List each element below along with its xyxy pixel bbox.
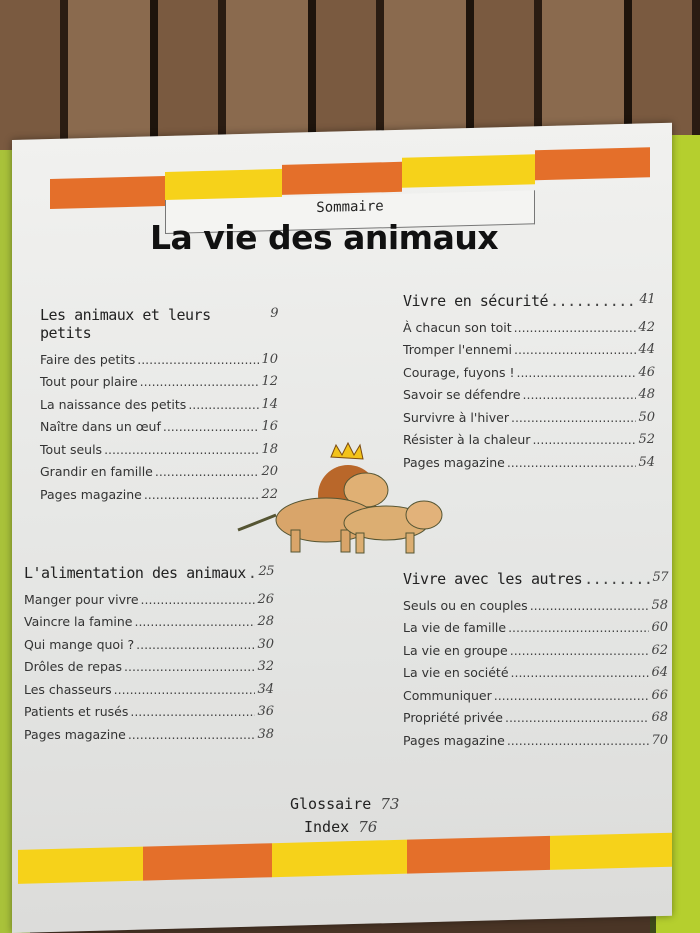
toc-entry: Propriété privée ..... 68 xyxy=(403,707,668,730)
toc-entry: Naître dans un œuf ..... 16 xyxy=(40,416,278,439)
toc-entry: La vie de famille ..... 60 xyxy=(403,617,668,640)
crown-icon xyxy=(331,443,363,459)
toc-entry: Les chasseurs ..... 34 xyxy=(24,678,274,701)
color-band xyxy=(18,847,143,884)
toc-entry: La naissance des petits ..... 14 xyxy=(40,393,278,416)
color-band xyxy=(550,833,672,870)
page-title: La vie des animaux xyxy=(150,218,499,257)
section-heading: Vivre avec les autres ..... 57 xyxy=(403,570,668,588)
toc-entry: Courage, fuyons ! ..... 46 xyxy=(403,361,655,384)
toc-entry: Communiquer ..... 66 xyxy=(403,684,668,707)
toc-entry: La vie en groupe ..... 62 xyxy=(403,639,668,662)
color-band xyxy=(282,162,402,195)
toc-entry: Grandir en famille ..... 20 xyxy=(40,461,278,484)
toc-entry: Qui mange quoi ? ..... 30 xyxy=(24,633,274,656)
toc-entry: Pages magazine ..... 70 xyxy=(403,729,668,752)
toc-entry: Pages magazine ..... 38 xyxy=(24,723,274,746)
toc-entry: La vie en société ..... 64 xyxy=(403,662,668,685)
toc-entry: Manger pour vivre ..... 26 xyxy=(24,588,274,611)
color-band xyxy=(407,836,550,874)
toc-entry: Vaincre la famine ..... 28 xyxy=(24,611,274,634)
section-heading: L'alimentation des animaux ..... 25 xyxy=(24,564,274,582)
color-band xyxy=(272,840,407,878)
toc-entry: Tromper l'ennemi ..... 44 xyxy=(403,339,655,362)
section-heading: Les animaux et leurs petits 9 xyxy=(40,306,278,342)
toc-entry: Seuls ou en couples ..... 58 xyxy=(403,594,668,617)
toc-entry: Survivre à l'hiver ..... 50 xyxy=(403,406,655,429)
section-heading: Vivre en sécurité ..... 41 xyxy=(403,292,655,310)
glossary-entry: Glossaire 73 xyxy=(290,795,400,813)
sommaire-label: Sommaire xyxy=(316,198,384,217)
toc-entry: À chacun son toit ..... 42 xyxy=(403,316,655,339)
toc-entry: Patients et rusés ..... 36 xyxy=(24,701,274,724)
color-band xyxy=(535,147,650,180)
lion-illustration xyxy=(236,435,456,560)
toc-entry: Drôles de repas ..... 32 xyxy=(24,656,274,679)
toc-section xyxy=(403,570,668,752)
toc-entry: Pages magazine ..... 22 xyxy=(40,483,278,506)
toc-entry: Résister à la chaleur ..... 52 xyxy=(403,429,655,452)
color-band xyxy=(143,843,272,880)
index-entry: Index 76 xyxy=(304,818,378,836)
toc-entry: Tout pour plaire ..... 12 xyxy=(40,371,278,394)
toc-section xyxy=(24,564,274,746)
color-band xyxy=(402,154,535,187)
color-band xyxy=(50,176,165,209)
toc-entry: Tout seuls ..... 18 xyxy=(40,438,278,461)
toc-entry: Faire des petits ..... 10 xyxy=(40,348,278,371)
toc-entry: Pages magazine ..... 54 xyxy=(403,451,655,474)
toc-entry: Savoir se défendre ..... 48 xyxy=(403,384,655,407)
